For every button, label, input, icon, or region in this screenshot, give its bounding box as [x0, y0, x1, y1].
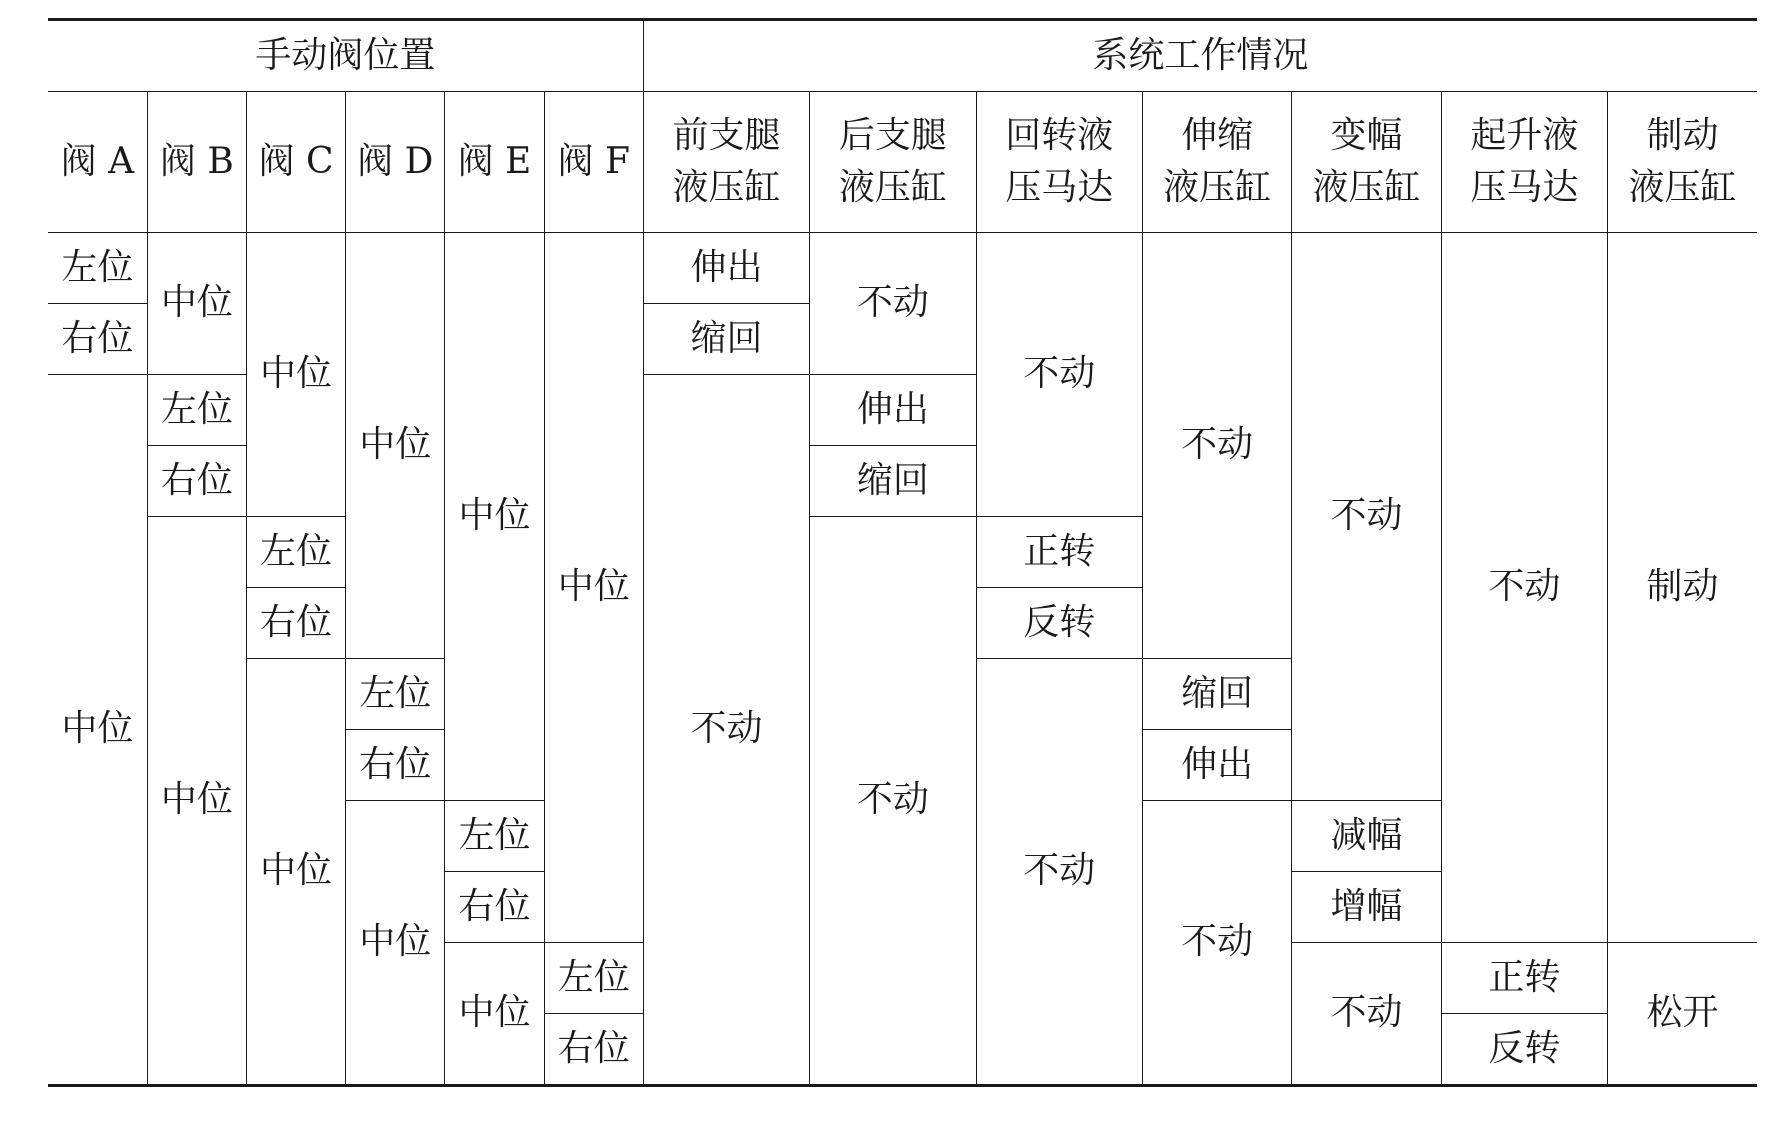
front-outrigger-cell: 伸出 [643, 233, 809, 304]
col-header-line: 制动 [1646, 114, 1719, 156]
col-header-line: 压马达 [1005, 167, 1114, 208]
valve-e-cell: 中位 [445, 233, 544, 801]
brake-cylinder-cell: 松开 [1608, 943, 1757, 1086]
front-outrigger-cell: 缩回 [643, 304, 809, 375]
col-header-luffing-cylinder [1292, 92, 1441, 233]
valve-d-cell: 右位 [346, 730, 445, 801]
luffing-cylinder-cell: 不动 [1292, 943, 1441, 1086]
column-header-row [48, 92, 1757, 233]
slewing-motor-cell: 正转 [976, 517, 1142, 588]
rear-outrigger-cell: 伸出 [810, 375, 976, 446]
col-header-valve-a: 阀 A [48, 92, 147, 233]
luffing-cylinder-cell: 减幅 [1292, 801, 1441, 872]
valve-e-cell: 右位 [445, 872, 544, 943]
valve-e-cell: 左位 [445, 801, 544, 872]
rear-outrigger-cell: 不动 [810, 233, 976, 375]
col-header-line: 液压缸 [1312, 167, 1421, 208]
hoisting-motor-cell: 反转 [1441, 1014, 1607, 1086]
col-header-line: 前支腿 [672, 114, 781, 156]
table-row [48, 233, 1757, 304]
valve-d-cell: 中位 [346, 801, 445, 1086]
valve-f-cell: 右位 [544, 1014, 643, 1086]
rear-outrigger-cell: 不动 [810, 517, 976, 1086]
telescoping-cylinder-cell: 缩回 [1142, 659, 1291, 730]
col-header-line: 变幅 [1330, 114, 1403, 156]
col-header-hoisting-motor [1441, 92, 1607, 233]
valve-d-cell: 左位 [346, 659, 445, 730]
group-header-row [48, 20, 1757, 92]
col-header-line: 液压缸 [838, 167, 947, 208]
brake-cylinder-cell: 制动 [1608, 233, 1757, 943]
telescoping-cylinder-cell: 不动 [1142, 233, 1291, 659]
valve-b-cell: 中位 [147, 517, 246, 1086]
col-header-telescoping-cylinder [1142, 92, 1291, 233]
col-header-valve-b: 阀 B [147, 92, 246, 233]
slewing-motor-cell: 反转 [976, 588, 1142, 659]
valve-b-cell: 右位 [147, 446, 246, 517]
col-header-line: 回转液 [1005, 114, 1114, 156]
telescoping-cylinder-cell: 不动 [1142, 801, 1291, 1086]
col-header-line: 液压缸 [1628, 167, 1737, 208]
col-header-brake-cylinder [1608, 92, 1757, 233]
valve-a-cell: 右位 [48, 304, 147, 375]
valve-c-cell: 左位 [246, 517, 345, 588]
slewing-motor-cell: 不动 [976, 659, 1142, 1086]
col-header-rear-outrigger-cylinder [810, 92, 976, 233]
hoisting-motor-cell: 不动 [1441, 233, 1607, 943]
telescoping-cylinder-cell: 伸出 [1142, 730, 1291, 801]
group-header-system-status: 系统工作情况 [643, 20, 1757, 92]
col-header-valve-f: 阀 F [544, 92, 643, 233]
valve-d-cell: 中位 [346, 233, 445, 659]
valve-f-cell: 左位 [544, 943, 643, 1014]
rear-outrigger-cell: 缩回 [810, 446, 976, 517]
col-header-front-outrigger-cylinder [643, 92, 809, 233]
col-header-line: 液压缸 [1163, 167, 1272, 208]
col-header-valve-d: 阀 D [346, 92, 445, 233]
col-header-line: 后支腿 [838, 114, 947, 156]
col-header-line: 液压缸 [672, 167, 781, 208]
valve-system-table [48, 18, 1757, 1087]
luffing-cylinder-cell: 增幅 [1292, 872, 1441, 943]
valve-e-cell: 中位 [445, 943, 544, 1086]
col-header-valve-e: 阀 E [445, 92, 544, 233]
front-outrigger-cell: 不动 [643, 375, 809, 1086]
col-header-line: 压马达 [1470, 167, 1579, 208]
hoisting-motor-cell: 正转 [1441, 943, 1607, 1014]
col-header-line: 起升液 [1470, 114, 1579, 156]
col-header-slewing-motor [976, 92, 1142, 233]
valve-c-cell: 中位 [246, 659, 345, 1086]
valve-b-cell: 左位 [147, 375, 246, 446]
valve-f-cell: 中位 [544, 233, 643, 943]
group-header-manual-valves: 手动阀位置 [48, 20, 643, 92]
valve-a-cell: 中位 [48, 375, 147, 1086]
valve-c-cell: 中位 [246, 233, 345, 517]
col-header-valve-c: 阀 C [246, 92, 345, 233]
luffing-cylinder-cell: 不动 [1292, 233, 1441, 801]
slewing-motor-cell: 不动 [976, 233, 1142, 517]
valve-a-cell: 左位 [48, 233, 147, 304]
col-header-line: 伸缩 [1181, 114, 1254, 156]
valve-system-table-wrapper [48, 18, 1757, 1087]
valve-b-cell: 中位 [147, 233, 246, 375]
valve-c-cell: 右位 [246, 588, 345, 659]
